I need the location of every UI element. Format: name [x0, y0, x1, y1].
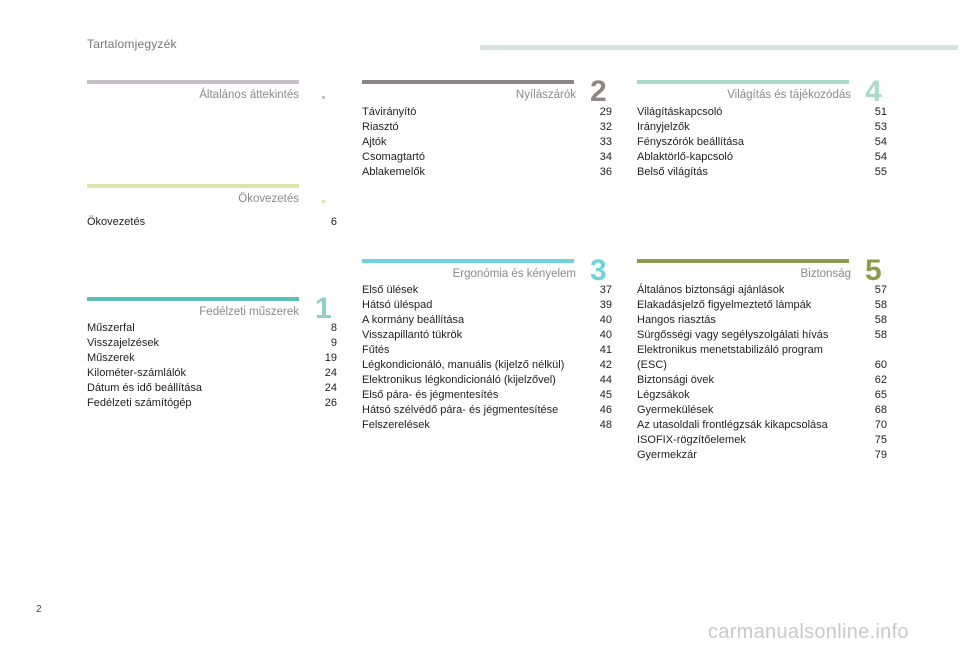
- toc-entry-page: 41: [599, 344, 612, 356]
- toc-entry-page: 19: [324, 352, 337, 364]
- section-entries: [362, 283, 612, 433]
- toc-entry-page: 9: [330, 337, 337, 349]
- toc-entry[interactable]: [637, 313, 887, 328]
- toc-entry-page: 24: [324, 367, 337, 379]
- toc-entry[interactable]: [637, 165, 887, 180]
- toc-entry-page: 54: [874, 136, 887, 148]
- toc-entry-page: 79: [874, 449, 887, 461]
- toc-entry-label: Hátsó üléspad: [362, 299, 433, 311]
- toc-entry-page: 40: [599, 329, 612, 341]
- toc-entry-page: 6: [330, 216, 337, 228]
- section-number: 4: [865, 75, 882, 108]
- toc-entry[interactable]: [362, 135, 612, 150]
- toc-entry-label: Riasztó: [362, 121, 399, 133]
- toc-entry-label: Visszajelzések: [87, 337, 159, 349]
- toc-entry-page: 54: [874, 151, 887, 163]
- section-title: Ökovezetés: [238, 193, 299, 205]
- toc-entry[interactable]: [362, 165, 612, 180]
- toc-entry-label: Általános biztonsági ajánlások: [637, 284, 785, 296]
- toc-entry-page: 62: [874, 374, 887, 386]
- toc-entry-label: Felszerelések: [362, 419, 430, 431]
- toc-entry-label: Sürgősségi vagy segélyszolgálati hívás: [637, 329, 829, 341]
- toc-entry-page: 37: [599, 284, 612, 296]
- toc-entry[interactable]: [362, 283, 612, 298]
- toc-entry[interactable]: [637, 298, 887, 313]
- toc-entry-label: Elakadásjelző figyelmeztető lámpák: [637, 299, 812, 311]
- toc-entry-page: 32: [599, 121, 612, 133]
- toc-entry-page: 24: [324, 382, 337, 394]
- toc-entry[interactable]: [637, 433, 887, 448]
- toc-entry-page: 75: [874, 434, 887, 446]
- toc-entry-label: Elektronikus menetstabilizáló program (ESC): [637, 344, 823, 371]
- toc-entry-label: Dátum és idő beállítása: [87, 382, 202, 394]
- toc-entry[interactable]: [362, 313, 612, 328]
- toc-entry[interactable]: [637, 135, 887, 150]
- toc-entry-page: 53: [874, 121, 887, 133]
- toc-entry-page: 57: [874, 284, 887, 296]
- section-bar: [87, 297, 299, 301]
- toc-entry-label: Csomagtartó: [362, 151, 425, 163]
- section-title: Nyílászárók: [515, 89, 576, 101]
- section-entries: [87, 321, 337, 411]
- toc-entry-label: Távirányító: [362, 106, 417, 118]
- toc-entry[interactable]: [637, 105, 887, 120]
- toc-entry[interactable]: [637, 343, 887, 373]
- toc-entry-label: Hangos riasztás: [637, 314, 716, 326]
- toc-entry-page: 68: [874, 404, 887, 416]
- section-bar: [362, 80, 574, 84]
- toc-entry-page: 46: [599, 404, 612, 416]
- toc-entry[interactable]: [362, 373, 612, 388]
- toc-entry-label: Visszapillantó tükrök: [362, 329, 463, 341]
- toc-entry-label: Fűtés: [362, 344, 390, 356]
- toc-entry-label: Világításkapcsoló: [637, 106, 723, 118]
- section-bar: [362, 259, 574, 263]
- toc-entry-page: 8: [330, 322, 337, 334]
- toc-entry[interactable]: [637, 120, 887, 135]
- toc-entry-page: 51: [874, 106, 887, 118]
- toc-entry-label: Belső világítás: [637, 166, 708, 178]
- section-number: 5: [865, 254, 882, 287]
- section-entries: [637, 283, 887, 463]
- section-title: Világítás és tájékozódás: [727, 89, 851, 101]
- section-bar: [87, 184, 299, 188]
- toc-entry[interactable]: [362, 403, 612, 418]
- toc-entry-label: Ablakemelők: [362, 166, 425, 178]
- toc-entry[interactable]: [637, 328, 887, 343]
- toc-entry-page: 42: [599, 359, 612, 371]
- toc-entry[interactable]: [362, 328, 612, 343]
- toc-entry-label: Ablaktörlő-kapcsoló: [637, 151, 733, 163]
- toc-entry[interactable]: [87, 366, 337, 381]
- section-number: 2: [590, 75, 607, 108]
- section-bar: [637, 80, 849, 84]
- toc-entry[interactable]: [637, 150, 887, 165]
- toc-entry[interactable]: [637, 373, 887, 388]
- toc-entry-page: 26: [324, 397, 337, 409]
- toc-entry-page: 44: [599, 374, 612, 386]
- toc-entry-label: Ajtók: [362, 136, 387, 148]
- toc-entry-label: Elektronikus légkondicionáló (kijelzővel): [362, 374, 556, 386]
- toc-entry-label: Műszerek: [87, 352, 135, 364]
- section-title: Ergonómia és kényelem: [452, 268, 576, 280]
- section-title: Fedélzeti műszerek: [199, 306, 299, 318]
- section-number: 1: [315, 292, 332, 325]
- toc-entry-label: Műszerfal: [87, 322, 135, 334]
- toc-entry-label: Gyermekülések: [637, 404, 714, 416]
- toc-entry-page: 29: [599, 106, 612, 118]
- toc-entry[interactable]: [362, 388, 612, 403]
- toc-entry-page: 70: [874, 419, 887, 431]
- toc-entry-label: Kilométer-számlálók: [87, 367, 187, 379]
- page-title: Tartalomjegyzék: [87, 37, 177, 51]
- section-title: Általános áttekintés: [199, 89, 299, 101]
- toc-entry-label: ISOFIX-rögzítőelemek: [637, 434, 746, 446]
- toc-entry[interactable]: [362, 358, 612, 373]
- toc-entry-label: Első ülések: [362, 284, 419, 296]
- section-title: Biztonság: [800, 268, 851, 280]
- toc-entry[interactable]: [637, 283, 887, 298]
- title-rule: [480, 45, 958, 50]
- section-marker: [322, 200, 325, 203]
- toc-entry-page: 39: [599, 299, 612, 311]
- section-marker: [322, 96, 325, 99]
- toc-entry-page: 55: [874, 166, 887, 178]
- toc-entry[interactable]: [362, 150, 612, 165]
- toc-entry-page: 58: [874, 329, 887, 341]
- toc-entry-label: Biztonsági övek: [637, 374, 715, 386]
- toc-entry-label: Irányjelzők: [637, 121, 690, 133]
- toc-entry[interactable]: [362, 418, 612, 433]
- toc-entry-label: Hátsó szélvédő pára- és jégmentesítése: [362, 404, 559, 416]
- toc-entry-page: 58: [874, 314, 887, 326]
- toc-entry-label: Fényszórók beállítása: [637, 136, 744, 148]
- toc-entry-label: Légkondicionáló, manuális (kijelző nélkül): [362, 359, 565, 371]
- section-entries: [362, 105, 612, 180]
- toc-entry-label: Gyermekzár: [637, 449, 697, 461]
- watermark: carmanualsonline.info: [708, 621, 909, 643]
- toc-entry[interactable]: [362, 120, 612, 135]
- toc-entry[interactable]: [87, 215, 337, 230]
- section-bar: [637, 259, 849, 263]
- toc-entry[interactable]: [362, 343, 612, 358]
- toc-entry-page: 40: [599, 314, 612, 326]
- toc-entry-page: 48: [599, 419, 612, 431]
- toc-entry[interactable]: [637, 403, 887, 418]
- toc-entry[interactable]: [87, 396, 337, 411]
- toc-entry[interactable]: [637, 448, 887, 463]
- toc-entry-page: 65: [874, 389, 887, 401]
- toc-entry-label: Első pára- és jégmentesítés: [362, 389, 499, 401]
- toc-entry[interactable]: [637, 388, 887, 403]
- section-entries: [87, 215, 337, 230]
- toc-entry[interactable]: [362, 298, 612, 313]
- toc-entry[interactable]: [362, 105, 612, 120]
- toc-entry-page: 45: [599, 389, 612, 401]
- toc-entry-page: 34: [599, 151, 612, 163]
- section-entries: [637, 105, 887, 180]
- toc-entry[interactable]: [87, 381, 337, 396]
- toc-entry-label: Az utasoldali frontlégzsák kikapcsolása: [637, 419, 828, 431]
- toc-entry-page: 60: [874, 359, 887, 371]
- page-number: 2: [36, 604, 42, 615]
- toc-entry[interactable]: [87, 336, 337, 351]
- toc-entry-label: A kormány beállítása: [362, 314, 465, 326]
- toc-entry[interactable]: [87, 351, 337, 366]
- toc-entry-page: 58: [874, 299, 887, 311]
- section-bar: [87, 80, 299, 84]
- toc-entry-label: Fedélzeti számítógép: [87, 397, 192, 409]
- toc-entry-page: 36: [599, 166, 612, 178]
- toc-entry[interactable]: [87, 321, 337, 336]
- section-number: 3: [590, 254, 607, 287]
- toc-entry-page: 33: [599, 136, 612, 148]
- toc-entry-label: Ökovezetés: [87, 216, 146, 228]
- toc-entry-label: Légzsákok: [637, 389, 690, 401]
- toc-entry[interactable]: [637, 418, 887, 433]
